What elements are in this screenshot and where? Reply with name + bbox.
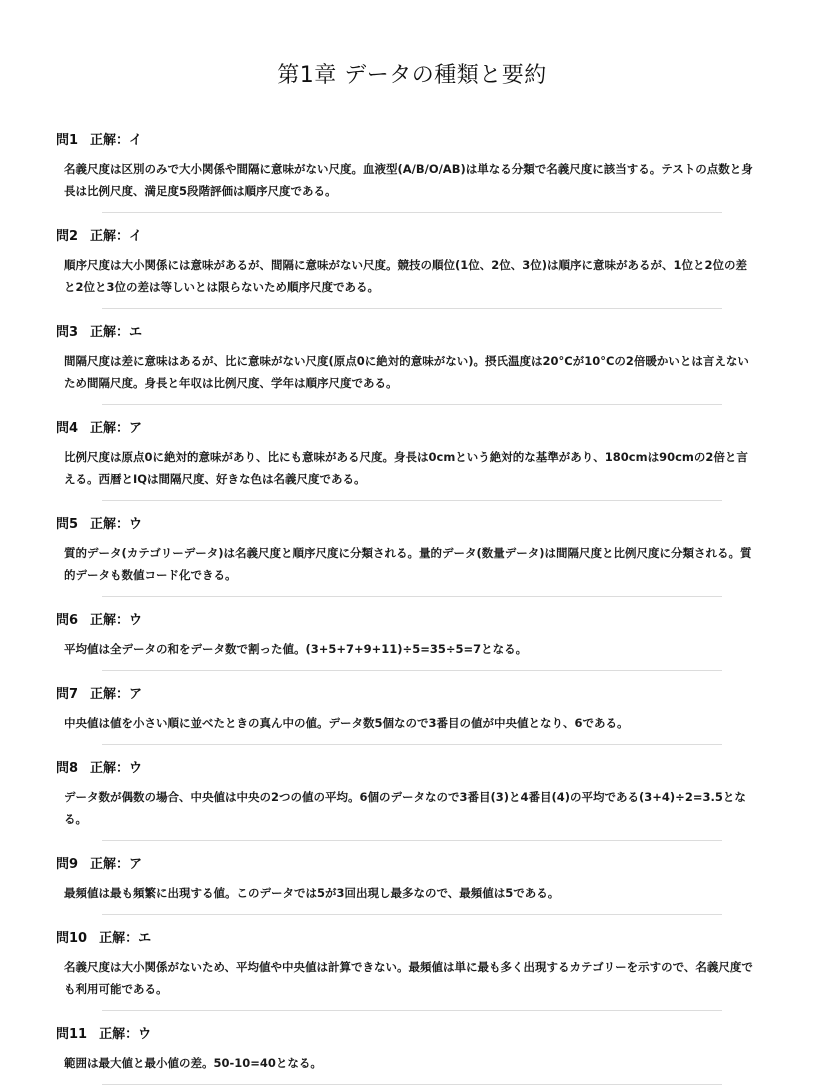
answer-header bbox=[56, 517, 768, 533]
answer-header bbox=[56, 325, 768, 341]
answer-item-5 bbox=[56, 517, 768, 597]
answer-header bbox=[56, 1027, 768, 1043]
divider bbox=[102, 308, 722, 309]
answer-explanation: 順序尺度は大小関係には意味があるが、間隔に意味がない尺度。競技の順位(1位、2位、3位)は順序に意味があるが、1位と2位の差と2位と3位の差は等しいとは限らないため順序尺度である。 bbox=[64, 258, 748, 294]
answer-explanation: 比例尺度は原点0に絶対的意味があり、比にも意味がある尺度。身長は0cmという絶対的な基準があり、180cmは90cmの2倍と言える。西暦とIQは間隔尺度、好きな色は名義尺度である。 bbox=[64, 450, 748, 486]
answer-item-8 bbox=[56, 761, 768, 841]
answer-explanation: 中央値は値を小さい順に並べたときの真ん中の値。データ数5個なので3番目の値が中央値となり、6である。 bbox=[64, 716, 629, 730]
answer-list bbox=[56, 133, 768, 1085]
answer-header bbox=[56, 613, 768, 629]
answer-explanation: 平均値は全データの和をデータ数で割った値。(3+5+7+9+11)÷5=35÷5=7となる。 bbox=[64, 642, 528, 656]
divider bbox=[102, 212, 722, 213]
correct-answer: 正解：エ bbox=[99, 931, 152, 946]
answer-item-11 bbox=[56, 1027, 768, 1085]
divider bbox=[102, 1010, 722, 1011]
answer-header bbox=[56, 133, 768, 149]
correct-answer: 正解：ウ bbox=[90, 761, 143, 776]
correct-answer: 正解：ア bbox=[90, 421, 143, 436]
answer-explanation: 最頻値は最も頻繁に出現する値。このデータでは5が3回出現し最多なので、最頻値は5である。 bbox=[64, 886, 560, 900]
question-number: 問5 bbox=[56, 517, 79, 532]
answer-item-7 bbox=[56, 687, 768, 745]
question-number: 問2 bbox=[56, 229, 79, 244]
answer-item-10 bbox=[56, 931, 768, 1011]
divider bbox=[102, 914, 722, 915]
answer-item-4 bbox=[56, 421, 768, 501]
question-number: 問1 bbox=[56, 133, 79, 148]
divider bbox=[102, 670, 722, 671]
divider bbox=[102, 840, 722, 841]
question-number: 問10 bbox=[56, 931, 88, 946]
question-number: 問3 bbox=[56, 325, 79, 340]
answer-header bbox=[56, 931, 768, 947]
answer-item-9 bbox=[56, 857, 768, 915]
answer-explanation: 名義尺度は区別のみで大小関係や間隔に意味がない尺度。血液型(A/B/O/AB)は単なる分類で名義尺度に該当する。テストの点数と身長は比例尺度、満足度5段階評価は順序尺度である。 bbox=[64, 162, 753, 198]
question-number: 問11 bbox=[56, 1027, 88, 1042]
correct-answer: 正解：エ bbox=[90, 325, 143, 340]
answer-header bbox=[56, 857, 768, 873]
correct-answer: 正解：ウ bbox=[99, 1027, 152, 1042]
answer-explanation: 範囲は最大値と最小値の差。50-10=40となる。 bbox=[64, 1056, 322, 1070]
question-number: 問6 bbox=[56, 613, 79, 628]
divider bbox=[102, 744, 722, 745]
answer-item-3 bbox=[56, 325, 768, 405]
correct-answer: 正解：イ bbox=[90, 133, 143, 148]
correct-answer: 正解：ウ bbox=[90, 517, 143, 532]
correct-answer: 正解：ア bbox=[90, 857, 143, 872]
correct-answer: 正解：ア bbox=[90, 687, 143, 702]
answer-item-2 bbox=[56, 229, 768, 309]
divider bbox=[102, 500, 722, 501]
page-title: 第1章 データの種類と要約 bbox=[277, 63, 547, 88]
correct-answer: 正解：イ bbox=[90, 229, 143, 244]
answer-item-1 bbox=[56, 133, 768, 213]
answer-header bbox=[56, 229, 768, 245]
question-number: 問7 bbox=[56, 687, 79, 702]
question-number: 問9 bbox=[56, 857, 79, 872]
correct-answer: 正解：ウ bbox=[90, 613, 143, 628]
answer-explanation: データ数が偶数の場合、中央値は中央の2つの値の平均。6個のデータなので3番目(3)と4番目(4)の平均である(3+4)÷2=3.5となる。 bbox=[64, 790, 746, 826]
divider bbox=[102, 596, 722, 597]
answer-explanation: 名義尺度は大小関係がないため、平均値や中央値は計算できない。最頻値は単に最も多く出現するカテゴリーを示すので、名義尺度でも利用可能である。 bbox=[64, 960, 753, 996]
question-number: 問8 bbox=[56, 761, 79, 776]
answer-explanation: 質的データ(カテゴリーデータ)は名義尺度と順序尺度に分類される。量的データ(数量データ)は間隔尺度と比例尺度に分類される。質的データも数値コード化できる。 bbox=[64, 546, 752, 582]
answer-header bbox=[56, 761, 768, 777]
answer-explanation: 間隔尺度は差に意味はあるが、比に意味がない尺度(原点0に絶対的意味がない)。摂氏温度は20°Cが10°Cの2倍暖かいとは言えないため間隔尺度。身長と年収は比例尺度、学年は順序尺度である。 bbox=[64, 354, 749, 390]
answer-item-6 bbox=[56, 613, 768, 671]
divider bbox=[102, 404, 722, 405]
answer-header bbox=[56, 421, 768, 437]
answer-header bbox=[56, 687, 768, 703]
question-number: 問4 bbox=[56, 421, 79, 436]
